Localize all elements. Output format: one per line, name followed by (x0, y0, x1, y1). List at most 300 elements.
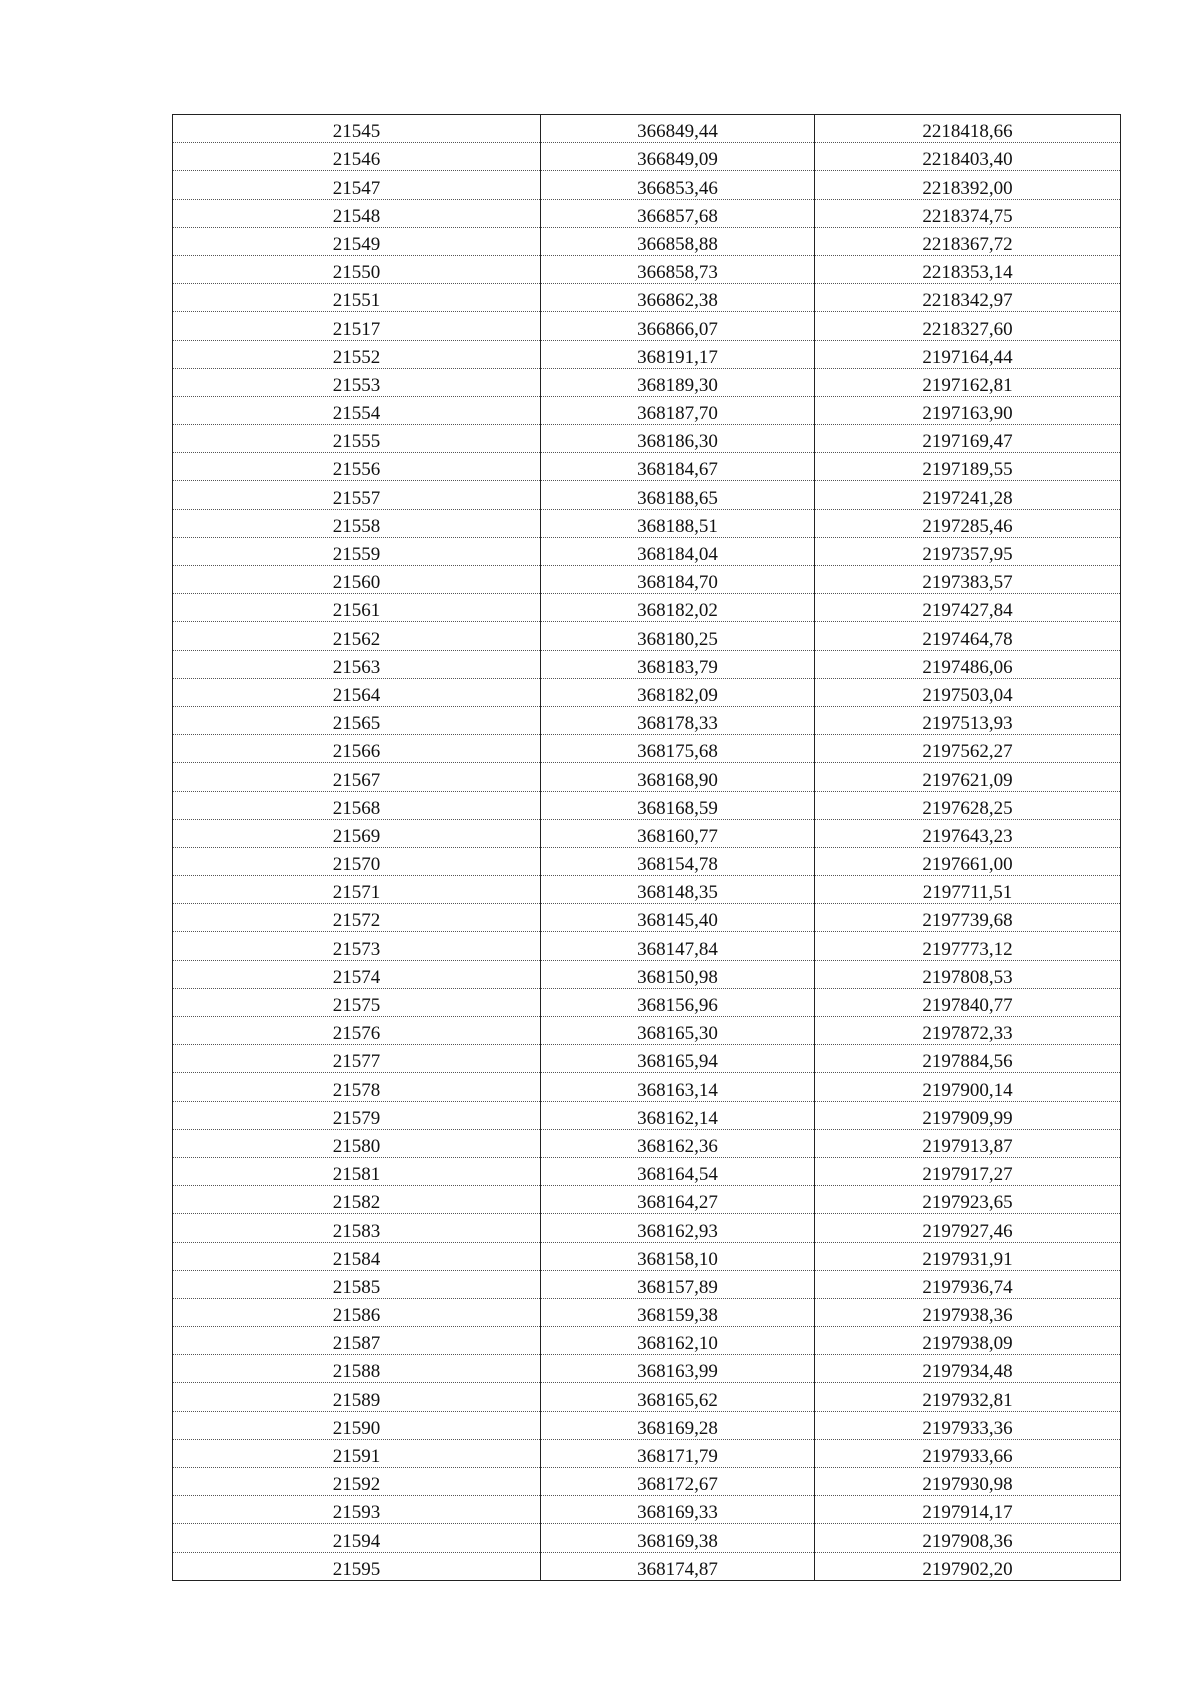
cell-text: 21586 (332, 1305, 381, 1327)
point-number-cell (173, 171, 541, 199)
cell-text: 2197503,04 (922, 684, 1013, 706)
cell-text: 366849,09 (637, 149, 718, 171)
cell-text: 2197936,74 (922, 1276, 1013, 1298)
point-number-cell (173, 1496, 541, 1524)
point-number-cell (173, 1552, 541, 1580)
point-number-cell (173, 1270, 541, 1298)
y-coordinate-cell (815, 1355, 1121, 1383)
table-row (173, 1355, 1121, 1383)
cell-text: 2197933,36 (922, 1417, 1013, 1439)
table-row (173, 284, 1121, 312)
cell-text: 368165,62 (637, 1389, 718, 1411)
point-number-cell (173, 960, 541, 988)
point-number-cell (173, 1298, 541, 1326)
point-number-cell (173, 1157, 541, 1185)
x-coordinate-cell (541, 1270, 815, 1298)
cell-text: 366858,73 (637, 262, 718, 284)
cell-text: 21578 (332, 1079, 381, 1101)
table-row (173, 425, 1121, 453)
cell-text: 368184,04 (637, 544, 718, 565)
x-coordinate-cell (541, 509, 815, 537)
coordinates-table (172, 114, 1121, 1581)
point-number-cell (173, 932, 541, 960)
cell-text: 2197621,09 (922, 769, 1013, 791)
cell-text: 2197808,53 (922, 966, 1013, 988)
table-row (173, 904, 1121, 932)
x-coordinate-cell (541, 847, 815, 875)
cell-text: 2197357,95 (922, 544, 1013, 565)
table-row (173, 1017, 1121, 1045)
cell-text: 2197285,46 (922, 515, 1013, 537)
cell-text: 368164,27 (637, 1192, 718, 1214)
cell-text: 368168,59 (637, 797, 718, 819)
cell-text: 21583 (332, 1220, 381, 1242)
table-row (173, 1101, 1121, 1129)
cell-text: 21588 (332, 1361, 381, 1383)
y-coordinate-cell (815, 988, 1121, 1016)
table-row (173, 143, 1121, 171)
x-coordinate-cell (541, 1073, 815, 1101)
point-number-cell (173, 115, 541, 143)
y-coordinate-cell (815, 143, 1121, 171)
point-number-cell (173, 199, 541, 227)
x-coordinate-cell (541, 960, 815, 988)
cell-text: 368165,94 (637, 1051, 718, 1073)
y-coordinate-cell (815, 622, 1121, 650)
point-number-cell (173, 1383, 541, 1411)
cell-text: 2218342,97 (922, 290, 1013, 312)
y-coordinate-cell (815, 1439, 1121, 1467)
point-number-cell (173, 1129, 541, 1157)
y-coordinate-cell (815, 1045, 1121, 1073)
cell-text: 21587 (332, 1333, 381, 1355)
cell-text: 2218418,66 (922, 121, 1013, 143)
cell-text: 368191,17 (637, 346, 718, 368)
cell-text: 21560 (332, 572, 381, 594)
x-coordinate-cell (541, 735, 815, 763)
cell-text: 368162,93 (637, 1220, 718, 1242)
cell-text: 368156,96 (637, 995, 718, 1016)
point-number-cell (173, 227, 541, 255)
cell-text: 368183,79 (637, 656, 718, 678)
x-coordinate-cell (541, 566, 815, 594)
y-coordinate-cell (815, 481, 1121, 509)
y-coordinate-cell (815, 1017, 1121, 1045)
y-coordinate-cell (815, 1327, 1121, 1355)
point-number-cell (173, 1327, 541, 1355)
table-row (173, 1157, 1121, 1185)
x-coordinate-cell (541, 453, 815, 481)
point-number-cell (173, 650, 541, 678)
table-row (173, 1073, 1121, 1101)
cell-text: 2197464,78 (922, 628, 1013, 650)
table-row (173, 509, 1121, 537)
cell-text: 2197908,36 (922, 1530, 1013, 1552)
cell-text: 2197164,44 (922, 346, 1013, 368)
cell-text: 368165,30 (637, 1023, 718, 1045)
cell-text: 21592 (332, 1474, 381, 1496)
cell-text: 21585 (332, 1276, 381, 1298)
point-number-cell (173, 537, 541, 565)
x-coordinate-cell (541, 1411, 815, 1439)
table-row (173, 678, 1121, 706)
y-coordinate-cell (815, 1468, 1121, 1496)
x-coordinate-cell (541, 481, 815, 509)
x-coordinate-cell (541, 1045, 815, 1073)
y-coordinate-cell (815, 791, 1121, 819)
table-row (173, 763, 1121, 791)
cell-text: 368162,36 (637, 1135, 718, 1157)
table-row (173, 988, 1121, 1016)
x-coordinate-cell (541, 143, 815, 171)
cell-text: 368169,38 (637, 1530, 718, 1552)
cell-text: 368168,90 (637, 769, 718, 791)
cell-text: 368178,33 (637, 713, 718, 735)
table-row (173, 1214, 1121, 1242)
point-number-cell (173, 791, 541, 819)
cell-text: 2197628,25 (922, 797, 1013, 819)
cell-text: 368172,67 (637, 1474, 718, 1496)
point-number-cell (173, 904, 541, 932)
y-coordinate-cell (815, 1552, 1121, 1580)
coordinates-table-body (173, 115, 1121, 1581)
x-coordinate-cell (541, 1214, 815, 1242)
cell-text: 21573 (332, 938, 381, 960)
table-row (173, 340, 1121, 368)
table-row (173, 1524, 1121, 1552)
x-coordinate-cell (541, 1552, 815, 1580)
table-row (173, 1129, 1121, 1157)
cell-text: 2197931,91 (922, 1248, 1013, 1270)
y-coordinate-cell (815, 1270, 1121, 1298)
y-coordinate-cell (815, 1383, 1121, 1411)
cell-text: 368154,78 (637, 854, 718, 876)
table-row (173, 819, 1121, 847)
y-coordinate-cell (815, 396, 1121, 424)
y-coordinate-cell (815, 537, 1121, 565)
y-coordinate-cell (815, 1073, 1121, 1101)
y-coordinate-cell (815, 199, 1121, 227)
x-coordinate-cell (541, 622, 815, 650)
x-coordinate-cell (541, 115, 815, 143)
table-row (173, 1298, 1121, 1326)
cell-text: 366862,38 (637, 290, 718, 312)
cell-text: 368188,51 (637, 515, 718, 537)
cell-text: 21568 (332, 797, 381, 819)
cell-text: 366866,07 (637, 318, 718, 340)
point-number-cell (173, 1355, 541, 1383)
y-coordinate-cell (815, 453, 1121, 481)
x-coordinate-cell (541, 650, 815, 678)
cell-text: 21575 (332, 995, 381, 1016)
point-number-cell (173, 312, 541, 340)
cell-text: 2197840,77 (922, 995, 1013, 1016)
x-coordinate-cell (541, 537, 815, 565)
cell-text: 21545 (332, 121, 381, 143)
cell-text: 2197927,46 (922, 1220, 1013, 1242)
cell-text: 2197884,56 (922, 1051, 1013, 1073)
x-coordinate-cell (541, 1242, 815, 1270)
cell-text: 2197661,00 (922, 854, 1013, 876)
y-coordinate-cell (815, 171, 1121, 199)
cell-text: 21594 (332, 1530, 381, 1552)
cell-text: 21550 (332, 262, 381, 284)
y-coordinate-cell (815, 368, 1121, 396)
cell-text: 21591 (332, 1446, 381, 1467)
y-coordinate-cell (815, 1242, 1121, 1270)
point-number-cell (173, 340, 541, 368)
cell-text: 368169,33 (637, 1502, 718, 1524)
cell-text: 366853,46 (637, 177, 718, 199)
cell-text: 368163,14 (637, 1079, 718, 1101)
cell-text: 21571 (332, 882, 381, 904)
cell-text: 368157,89 (637, 1276, 718, 1298)
cell-text: 21558 (332, 515, 381, 537)
point-number-cell (173, 284, 541, 312)
y-coordinate-cell (815, 1186, 1121, 1214)
x-coordinate-cell (541, 932, 815, 960)
table-row (173, 706, 1121, 734)
point-number-cell (173, 1242, 541, 1270)
cell-text: 2197427,84 (922, 600, 1013, 622)
y-coordinate-cell (815, 847, 1121, 875)
cell-text: 368164,54 (637, 1164, 718, 1186)
cell-text: 21555 (332, 431, 381, 453)
table-row (173, 1327, 1121, 1355)
cell-text: 2218367,72 (922, 233, 1013, 255)
x-coordinate-cell (541, 284, 815, 312)
y-coordinate-cell (815, 876, 1121, 904)
cell-text: 2197189,55 (922, 459, 1013, 481)
cell-text: 2218374,75 (922, 205, 1013, 227)
cell-text: 2197917,27 (922, 1164, 1013, 1186)
point-number-cell (173, 847, 541, 875)
x-coordinate-cell (541, 1524, 815, 1552)
cell-text: 2197241,28 (922, 487, 1013, 509)
point-number-cell (173, 1101, 541, 1129)
cell-text: 21563 (332, 656, 381, 678)
point-number-cell (173, 1524, 541, 1552)
cell-text: 2197872,33 (922, 1023, 1013, 1045)
table-row (173, 1045, 1121, 1073)
cell-text: 2197513,93 (922, 713, 1013, 735)
cell-text: 21547 (332, 177, 381, 199)
table-row (173, 1411, 1121, 1439)
table-row (173, 791, 1121, 819)
point-number-cell (173, 1045, 541, 1073)
cell-text: 21564 (332, 684, 381, 706)
cell-text: 21551 (332, 290, 381, 312)
point-number-cell (173, 988, 541, 1016)
x-coordinate-cell (541, 904, 815, 932)
table-row (173, 594, 1121, 622)
y-coordinate-cell (815, 932, 1121, 960)
cell-text: 2197169,47 (922, 431, 1013, 453)
cell-text: 21561 (332, 600, 381, 622)
y-coordinate-cell (815, 594, 1121, 622)
y-coordinate-cell (815, 1524, 1121, 1552)
y-coordinate-cell (815, 678, 1121, 706)
table-row (173, 255, 1121, 283)
table-row (173, 1468, 1121, 1496)
cell-text: 368160,77 (637, 825, 718, 847)
cell-text: 21567 (332, 769, 381, 791)
point-number-cell (173, 396, 541, 424)
cell-text: 2197643,23 (922, 825, 1013, 847)
x-coordinate-cell (541, 1157, 815, 1185)
x-coordinate-cell (541, 1383, 815, 1411)
point-number-cell (173, 1017, 541, 1045)
cell-text: 2197902,20 (922, 1558, 1013, 1580)
point-number-cell (173, 735, 541, 763)
cell-text: 368169,28 (637, 1417, 718, 1439)
x-coordinate-cell (541, 425, 815, 453)
point-number-cell (173, 594, 541, 622)
x-coordinate-cell (541, 1017, 815, 1045)
point-number-cell (173, 1468, 541, 1496)
x-coordinate-cell (541, 1298, 815, 1326)
table-row (173, 1383, 1121, 1411)
point-number-cell (173, 1411, 541, 1439)
cell-text: 368150,98 (637, 966, 718, 988)
y-coordinate-cell (815, 650, 1121, 678)
table-row (173, 115, 1121, 143)
cell-text: 21562 (332, 628, 381, 650)
cell-text: 2197913,87 (922, 1135, 1013, 1157)
cell-text: 366857,68 (637, 205, 718, 227)
cell-text: 21559 (332, 544, 381, 565)
cell-text: 368186,30 (637, 431, 718, 453)
cell-text: 368162,14 (637, 1107, 718, 1129)
cell-text: 21554 (332, 403, 381, 425)
table-row (173, 537, 1121, 565)
point-number-cell (173, 509, 541, 537)
cell-text: 368171,79 (637, 1446, 718, 1467)
cell-text: 21595 (332, 1558, 381, 1580)
x-coordinate-cell (541, 1186, 815, 1214)
x-coordinate-cell (541, 1468, 815, 1496)
table-row (173, 171, 1121, 199)
table-row (173, 847, 1121, 875)
cell-text: 21582 (332, 1192, 381, 1214)
table-row (173, 960, 1121, 988)
table-row (173, 227, 1121, 255)
cell-text: 21565 (332, 713, 381, 735)
cell-text: 21572 (332, 910, 381, 932)
table-row (173, 650, 1121, 678)
y-coordinate-cell (815, 340, 1121, 368)
y-coordinate-cell (815, 284, 1121, 312)
y-coordinate-cell (815, 1496, 1121, 1524)
x-coordinate-cell (541, 255, 815, 283)
table-row (173, 481, 1121, 509)
cell-text: 21576 (332, 1023, 381, 1045)
cell-text: 2197914,17 (922, 1502, 1013, 1524)
table-row (173, 1439, 1121, 1467)
cell-text: 2197934,48 (922, 1361, 1013, 1383)
table-row (173, 1186, 1121, 1214)
y-coordinate-cell (815, 904, 1121, 932)
x-coordinate-cell (541, 1439, 815, 1467)
y-coordinate-cell (815, 819, 1121, 847)
point-number-cell (173, 819, 541, 847)
point-number-cell (173, 1214, 541, 1242)
cell-text: 368145,40 (637, 910, 718, 932)
x-coordinate-cell (541, 1327, 815, 1355)
point-number-cell (173, 876, 541, 904)
cell-text: 2218392,00 (922, 177, 1013, 199)
y-coordinate-cell (815, 1129, 1121, 1157)
x-coordinate-cell (541, 594, 815, 622)
y-coordinate-cell (815, 735, 1121, 763)
cell-text: 21546 (332, 149, 381, 171)
y-coordinate-cell (815, 509, 1121, 537)
table-row (173, 1496, 1121, 1524)
point-number-cell (173, 143, 541, 171)
cell-text: 368182,02 (637, 600, 718, 622)
x-coordinate-cell (541, 791, 815, 819)
x-coordinate-cell (541, 1496, 815, 1524)
table-row (173, 1270, 1121, 1298)
x-coordinate-cell (541, 876, 815, 904)
cell-text: 21590 (332, 1417, 381, 1439)
cell-text: 2197739,68 (922, 910, 1013, 932)
cell-text: 366858,88 (637, 233, 718, 255)
x-coordinate-cell (541, 227, 815, 255)
table-row (173, 453, 1121, 481)
cell-text: 2197486,06 (922, 656, 1013, 678)
x-coordinate-cell (541, 1101, 815, 1129)
y-coordinate-cell (815, 763, 1121, 791)
cell-text: 2197562,27 (922, 741, 1013, 763)
point-number-cell (173, 678, 541, 706)
cell-text: 2197933,66 (922, 1446, 1013, 1467)
point-number-cell (173, 1186, 541, 1214)
cell-text: 2197900,14 (922, 1079, 1013, 1101)
x-coordinate-cell (541, 1129, 815, 1157)
cell-text: 368159,38 (637, 1305, 718, 1327)
cell-text: 21552 (332, 346, 381, 368)
table-row (173, 199, 1121, 227)
cell-text: 368188,65 (637, 487, 718, 509)
cell-text: 21584 (332, 1248, 381, 1270)
cell-text: 2197932,81 (922, 1389, 1013, 1411)
cell-text: 21574 (332, 966, 381, 988)
y-coordinate-cell (815, 1214, 1121, 1242)
point-number-cell (173, 425, 541, 453)
y-coordinate-cell (815, 566, 1121, 594)
y-coordinate-cell (815, 115, 1121, 143)
point-number-cell (173, 255, 541, 283)
x-coordinate-cell (541, 678, 815, 706)
table-row (173, 396, 1121, 424)
cell-text: 21566 (332, 741, 381, 763)
y-coordinate-cell (815, 1157, 1121, 1185)
cell-text: 21517 (332, 318, 381, 340)
point-number-cell (173, 481, 541, 509)
cell-text: 368187,70 (637, 403, 718, 425)
cell-text: 21579 (332, 1107, 381, 1129)
cell-text: 2218353,14 (922, 262, 1013, 284)
cell-text: 2197711,51 (922, 882, 1013, 904)
table-row (173, 566, 1121, 594)
cell-text: 368189,30 (637, 374, 718, 396)
cell-text: 368174,87 (637, 1558, 718, 1580)
x-coordinate-cell (541, 368, 815, 396)
cell-text: 2218403,40 (922, 149, 1013, 171)
cell-text: 368163,99 (637, 1361, 718, 1383)
y-coordinate-cell (815, 255, 1121, 283)
